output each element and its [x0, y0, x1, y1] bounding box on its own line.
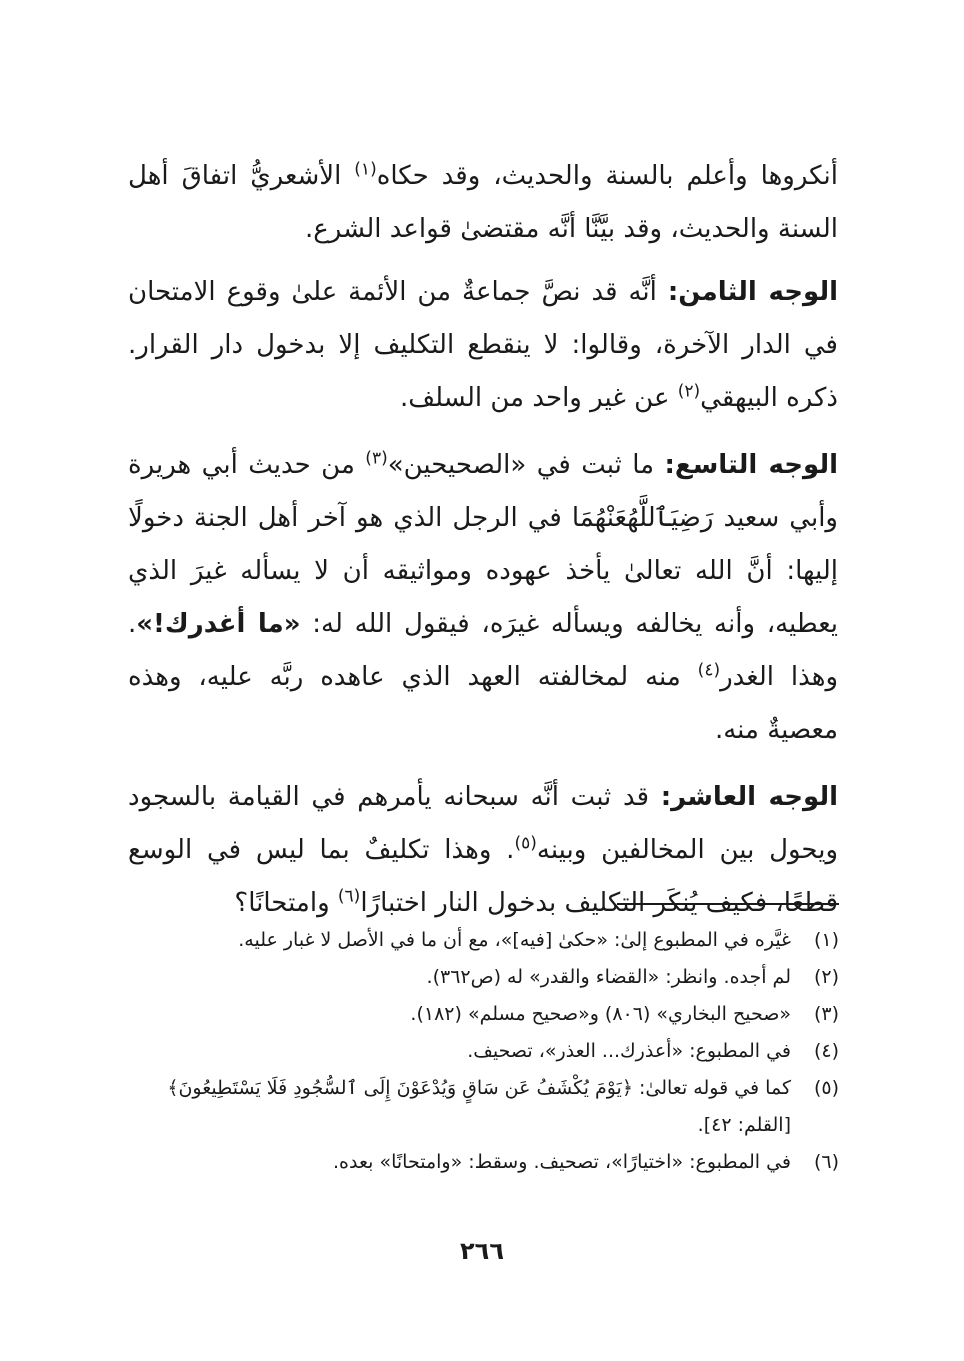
paragraph-2: [128, 266, 838, 425]
footnote-ref-2: (٢): [677, 381, 701, 402]
footnote-ref-3: (٣): [365, 448, 388, 469]
paragraph-1: [128, 150, 838, 256]
footnote-ref-1: (١): [354, 159, 377, 180]
footnote-divider: [617, 903, 839, 905]
paragraph-text: . وهذا تكليفٌ بما ليس في الوسع قطعًا، فكيف يُنكَر التكليف بدخول النار اختبارًا: [128, 835, 838, 918]
footnote-text: في المطبوع: «اختيارًا»، تصحيف. وسقط: «وامتحانًا» بعده.: [333, 1151, 791, 1173]
footnote-number: (٦): [813, 1151, 839, 1173]
footnote-text: في المطبوع: «أعذرك... العذر»، تصحيف.: [467, 1040, 791, 1062]
paragraph-text: . وهذا الغدر: [128, 609, 838, 692]
paragraph-text: منه لمخالفته العهد الذي عاهده ربَّه عليه، وهذه معصيةٌ منه.: [128, 662, 838, 745]
footnote-number: (١): [813, 929, 839, 951]
footnote-ref-5: (٥): [514, 833, 537, 854]
paragraph-text: من حديث أبي هريرة وأبي سعيد رَضِيَٱللَّهُعَنْهُمَا في الرجل الذي هو آخر أهل الجنة دخولًا إليها: أنَّ الله تعالىٰ يأخذ عهوده ومواثيقه أن لا يسأله غيرَ الذي يعطيه، وأنه يخالفه ويسأله غيرَه، فيقول الله له:: [128, 450, 838, 639]
quoted-phrase: «ما أغدرك!»: [136, 609, 301, 639]
page-number: ٢٦٦: [460, 1237, 504, 1265]
footnote-1: [127, 922, 839, 959]
footnote-4: [127, 1033, 839, 1070]
footnote-ref-6: (٦): [337, 886, 361, 907]
footnote-number: (٤): [813, 1040, 839, 1062]
main-text: [128, 150, 838, 944]
quran-verse: ﴿يَوْمَ يُكْشَفُ عَن سَاقٍ وَيُدْعَوْنَ إِلَى ٱلسُّجُودِ فَلَا يَسْتَطِيعُونَ﴾: [167, 1077, 633, 1099]
footnote-ref-4: (٤): [697, 660, 721, 681]
footnote-number: (٣): [813, 1003, 839, 1025]
paragraph-3: [128, 439, 838, 757]
paragraph-text: عن غير واحد من السلف.: [399, 383, 678, 413]
footnotes: [127, 922, 839, 1181]
paragraph-text: الأشعريُّ اتفاقَ أهل السنة والحديث، وقد بيَّنَّا أنَّه مقتضىٰ قواعد الشرع.: [128, 161, 838, 244]
footnote-text-part: [القلم: ٤٢].: [697, 1114, 791, 1136]
paragraph-text: قد ثبت أنَّه سبحانه يأمرهم في القيامة بالسجود ويحول بين المخالفين وبينه: [128, 782, 838, 865]
footnote-text: «صحيح البخاري» (٨٠٦) و«صحيح مسلم» (١٨٢).: [410, 1003, 791, 1025]
footnote-text-part: كما في قوله تعالىٰ:: [632, 1077, 791, 1099]
footnote-number: (٢): [813, 966, 839, 988]
paragraph-text: وامتحانًا؟: [234, 888, 338, 918]
footnote-6: [127, 1144, 839, 1181]
footnote-2: [127, 959, 839, 996]
paragraph-text: ما ثبت في «الصحيحين»: [387, 450, 665, 480]
section-heading-eighth: الوجه الثامن:: [667, 277, 838, 307]
paragraph-text: أنكروها وأعلم بالسنة والحديث، وقد حكاه: [376, 161, 838, 191]
paragraph-4: [128, 771, 838, 930]
footnote-number: (٥): [813, 1077, 839, 1099]
section-heading-ninth: الوجه التاسع:: [664, 450, 838, 480]
footnote-text: [127, 1070, 791, 1144]
footnote-text: لم أجده. وانظر: «القضاء والقدر» له (ص٣٦٢).: [426, 966, 791, 988]
paragraph-text: أنَّه قد نصَّ جماعةٌ من الأئمة علىٰ وقوع الامتحان في الدار الآخرة، وقالوا: لا ينقطع التكليف إلا بدخول دار القرار. ذكره البيهقي: [128, 277, 838, 413]
section-heading-tenth: الوجه العاشر:: [660, 782, 838, 812]
footnote-text: غيَّره في المطبوع إلىٰ: «حكىٰ [فيه]»، مع أن ما في الأصل لا غبار عليه.: [238, 929, 791, 951]
footnote-3: [127, 996, 839, 1033]
footnote-5: [127, 1070, 839, 1144]
